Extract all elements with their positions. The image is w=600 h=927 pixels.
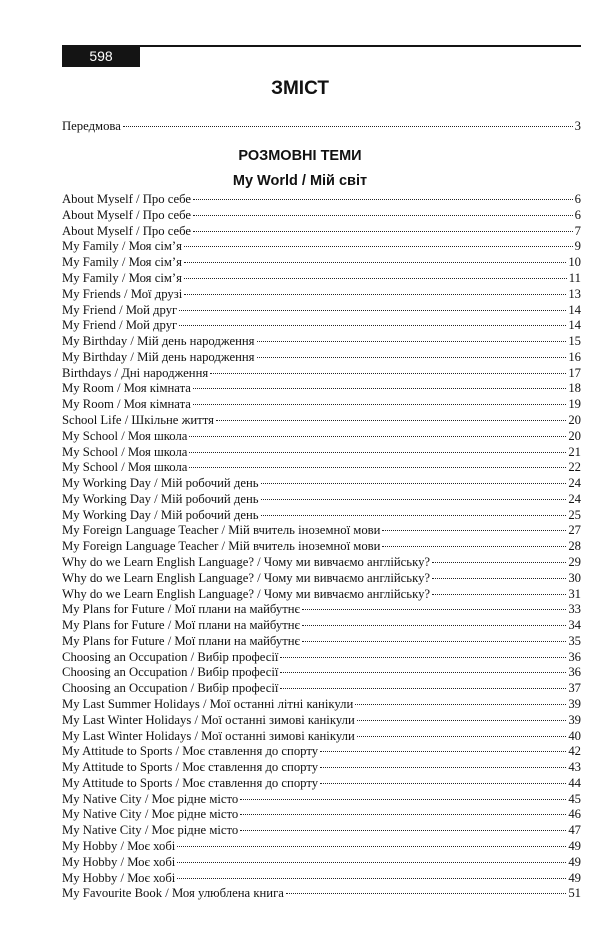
toc-entry-page: 47 [568,823,581,838]
toc-entry-page: 24 [568,491,581,506]
toc-entry-title: Why do we Learn English Language? / Чому ми вивчаємо англійську? [62,570,431,585]
toc-entry[interactable] [62,238,581,254]
toc-entry[interactable] [62,491,581,507]
toc-entry[interactable] [62,680,581,696]
toc-entry-title: My Hobby / Моє хобі [62,839,176,853]
toc-leader-dots [357,720,567,721]
toc-entry-page: 25 [568,507,581,522]
toc-entry-page: 3 [574,119,581,133]
toc-entry[interactable] [62,775,581,791]
toc-entry-page: 39 [568,697,581,711]
toc-entry-title: My Native City / Моє рідне місто [62,791,239,806]
toc-entry[interactable] [62,302,581,318]
toc-entry-title: Choosing an Occupation / Вибір професії [62,649,279,664]
toc-leader-dots [286,893,566,894]
toc-entry-title: My Room / Моя кімната [62,397,191,412]
toc-leader-dots [302,625,566,626]
page-number: 598 [89,48,113,64]
toc-entry-page: 37 [568,681,581,696]
toc-entry-page: 13 [568,286,581,301]
toc-entry-page: 31 [568,586,581,601]
toc-entry[interactable] [62,396,581,412]
toc-entry[interactable] [62,191,581,207]
toc-leader-dots [179,310,566,311]
toc-entry[interactable] [62,522,581,538]
toc-entry-page: 27 [568,523,581,538]
toc-entry-title: About Myself / Про себе [62,192,192,206]
toc-entry-title: My Birthday / Мій день народження [62,334,255,348]
toc-entry-title: Choosing an Occupation / Вибір професії [62,665,279,680]
toc-leader-dots [184,294,566,295]
toc-entry-title: My Family / Моя сім’я [62,239,182,254]
toc-leader-dots [193,199,573,200]
toc-entry-title: My Foreign Language Teacher / Мій вчитель іноземної мови [62,539,381,554]
toc-entry-page: 49 [568,854,581,869]
toc-entry-title: My School / Моя школа [62,428,188,443]
toc-leader-dots [432,594,566,595]
toc-entry-page: 49 [568,870,581,885]
toc-entry-page: 19 [568,397,581,412]
toc-leader-dots [184,246,573,247]
toc-leader-dots [280,657,566,658]
toc-entry[interactable] [62,365,581,381]
toc-leader-dots [257,341,567,342]
toc-leader-dots [257,357,567,358]
toc-entry-title: My School / Моя школа [62,444,188,459]
toc-entry[interactable] [62,822,581,838]
toc-leader-dots [280,688,566,689]
toc-entry-page: 49 [568,839,581,853]
toc-entry-page: 33 [568,602,581,617]
toc-entry[interactable] [62,554,581,570]
toc-entry-title: My Attitude to Sports / Моє ставлення до спорту [62,775,319,790]
toc-entry-page: 36 [568,649,581,664]
toc-entry[interactable] [62,728,581,744]
toc-entry-title: My Working Day / Мій робочий день [62,491,259,506]
toc-entry-title: My Last Winter Holidays / Мої останні зимові канікули [62,728,355,743]
toc-entry[interactable] [62,743,581,759]
toc-entry-page: 6 [574,192,581,206]
toc-entry[interactable] [62,317,581,333]
toc-entry-page: 40 [568,728,581,743]
toc-leader-dots [261,515,567,516]
toc-entry-title: My Working Day / Мій робочий день [62,476,259,490]
toc-leader-dots [240,830,566,831]
toc-entry[interactable] [62,870,581,886]
toc-entry-title: My Last Summer Holidays / Мої останні літні канікули [62,697,354,711]
toc-entry[interactable] [62,333,581,349]
toc-entry[interactable] [62,475,581,491]
toc-entry[interactable] [62,633,581,649]
toc-entry-title: My Friend / Мой друг [62,302,178,317]
toc-entry-title: My Foreign Language Teacher / Мій вчитель іноземної мови [62,523,381,538]
toc-entry[interactable] [62,649,581,665]
toc-entry-title: School Life / Шкільне життя [62,412,214,427]
toc-entry[interactable] [62,507,581,523]
toc-entry-title: My Hobby / Моє хобі [62,870,176,885]
toc-leader-dots [320,783,566,784]
toc-leader-dots [432,562,566,563]
toc-entry[interactable] [62,570,581,586]
toc-entry-page: 15 [568,334,581,348]
toc-entry-title: My Family / Моя сім’я [62,255,182,270]
toc-entry-title: My Room / Моя кімната [62,381,191,396]
toc-entry[interactable] [62,428,581,444]
toc-entry-page: 16 [568,349,581,364]
toc-entry-title: Why do we Learn English Language? / Чому ми вивчаємо англійську? [62,554,431,569]
toc-entry-page: 42 [568,744,581,759]
toc-leader-dots [320,751,566,752]
toc-entry-page: 18 [568,381,581,396]
toc-entry-page: 30 [568,570,581,585]
toc-entry-page: 34 [568,618,581,633]
toc-entry-page: 43 [568,760,581,775]
toc-leader-dots [189,436,566,437]
toc-leader-dots [357,736,567,737]
toc-leader-dots [240,799,566,800]
toc-entry-title: My Friends / Мої друзі [62,286,183,301]
toc-entry-title: About Myself / Про себе [62,207,192,222]
toc-entry-title: My Last Winter Holidays / Мої останні зимові канікули [62,712,355,727]
toc-entry-page: 29 [568,554,581,569]
toc-entry-page: 17 [568,365,581,380]
toc-entry[interactable] [62,617,581,633]
toc-entry-title: My Friend / Мой друг [62,318,178,333]
toc-leader-dots [193,388,566,389]
toc-entry[interactable] [62,538,581,554]
toc-entry[interactable] [62,838,581,854]
toc-entry-page: 20 [568,412,581,427]
toc-leader-dots [302,609,566,610]
toc-entry-title: My Family / Моя сім’я [62,270,182,285]
subsection-heading: My World / Мій світ [232,173,368,189]
toc-entry[interactable] [62,586,581,602]
toc-entry-page: 36 [568,665,581,680]
toc-leader-dots [189,452,566,453]
toc-entry[interactable] [62,459,581,475]
section-heading: РОЗМОВНІ ТЕМИ [238,148,362,164]
toc-entry-page: 46 [568,807,581,822]
toc-leader-dots [177,846,566,847]
toc-entry-title: My Plans for Future / Мої плани на майбутнє [62,633,300,648]
toc-entry-page: 10 [568,255,581,270]
toc-leader-dots [189,467,566,468]
toc-entry-page: 24 [568,476,581,490]
toc-entry-title: Choosing an Occupation / Вибір професії [62,681,279,696]
toc-entry-page: 14 [568,302,581,317]
toc-entry-page: 20 [568,428,581,443]
toc-entry[interactable] [62,806,581,822]
toc-leader-dots [432,578,566,579]
toc-entry-title: My Birthday / Мій день народження [62,349,255,364]
toc-entry-title: My Favourite Book / Моя улюблена книга [62,886,284,901]
toc-leader-dots [280,672,566,673]
toc-entry-title: Birthdays / Дні народження [62,365,209,380]
toc-entry[interactable] [62,223,581,239]
toc-entry-title: My Plans for Future / Мої плани на майбутнє [62,618,300,633]
toc-entry[interactable] [62,664,581,680]
toc-entry[interactable] [62,444,581,460]
toc-leader-dots [355,704,566,705]
toc-entry-page: 44 [568,775,581,790]
toc-entry-title: Передмова [62,119,121,133]
toc-entry[interactable] [62,759,581,775]
toc-leader-dots [382,546,566,547]
toc-entry-page: 7 [574,223,581,238]
toc-entry-page: 14 [568,318,581,333]
toc-leader-dots [179,325,566,326]
toc-entry-title: My Attitude to Sports / Моє ставлення до спорту [62,760,319,775]
toc-entry[interactable] [62,885,581,901]
toc-entry[interactable] [62,412,581,428]
toc-leader-dots [184,262,566,263]
toc-leader-dots [193,404,566,405]
toc-entry-page: 6 [574,207,581,222]
toc-leader-dots [177,862,566,863]
toc-entry[interactable] [62,380,581,396]
toc-entry-page: 39 [568,712,581,727]
toc-entry[interactable] [62,712,581,728]
toc-leader-dots [216,420,566,421]
toc-leader-dots [177,878,566,879]
toc-leader-dots [261,483,567,484]
toc-leader-dots [302,641,566,642]
toc-entry-title: My Native City / Моє рідне місто [62,807,239,822]
toc-entry[interactable] [62,286,581,302]
toc-entry[interactable] [62,349,581,365]
toc-entry[interactable] [62,854,581,870]
toc-leader-dots [240,814,566,815]
toc-entry[interactable] [62,207,581,223]
toc-leader-dots [210,373,566,374]
toc-leader-dots [320,767,566,768]
toc-entry-title: My Attitude to Sports / Моє ставлення до спорту [62,744,319,759]
toc-entry-page: 11 [568,270,581,285]
toc-entry-title: My Native City / Моє рідне місто [62,823,239,838]
toc-leader-dots [382,530,566,531]
toc-entry-page: 45 [568,791,581,806]
toc-leader-dots [261,499,567,500]
toc-entry-page: 22 [568,460,581,475]
toc-entry-title: My School / Моя школа [62,460,188,475]
toc-leader-dots [193,215,573,216]
toc-entry-page: 9 [574,239,581,254]
toc-entry[interactable] [62,601,581,617]
toc-entry-title: My Working Day / Мій робочий день [62,507,259,522]
toc-leader-dots [184,278,567,279]
toc-entry[interactable] [62,254,581,270]
toc-entry-title: Why do we Learn English Language? / Чому ми вивчаємо англійську? [62,586,431,601]
page-title: ЗМІСТ [271,78,329,99]
toc-entry-page: 51 [568,886,581,901]
toc-entry[interactable] [62,791,581,807]
toc-entry-title: About Myself / Про себе [62,223,192,238]
toc-entry[interactable] [62,270,581,286]
toc-entry-page: 35 [568,633,581,648]
toc-entry-title: My Plans for Future / Мої плани на майбутнє [62,602,300,617]
toc-entry-page: 21 [568,444,581,459]
toc-entry-title: My Hobby / Моє хобі [62,854,176,869]
toc-entry[interactable] [62,696,581,712]
toc-entry-page: 28 [568,539,581,554]
toc-leader-dots [193,231,573,232]
